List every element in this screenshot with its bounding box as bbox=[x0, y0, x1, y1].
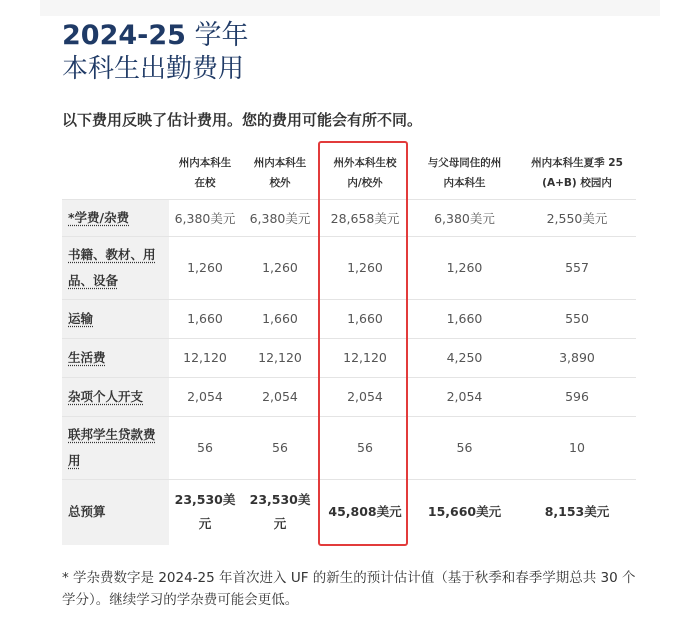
total-cell: 15,660美元 bbox=[411, 479, 518, 545]
table-cell: 1,660 bbox=[411, 299, 518, 338]
header-empty bbox=[62, 147, 169, 199]
row-label-loan-fees[interactable]: 联邦学生贷款费用 bbox=[62, 416, 169, 479]
table-cell: 557 bbox=[518, 236, 636, 299]
table-cell: 12,120 bbox=[169, 338, 241, 377]
table-cell: 2,054 bbox=[319, 377, 411, 416]
table-cell: 2,054 bbox=[241, 377, 319, 416]
table-cell: 6,380美元 bbox=[241, 199, 319, 236]
table-row bbox=[62, 199, 636, 236]
table-cell: 56 bbox=[411, 416, 518, 479]
table-cell: 1,660 bbox=[241, 299, 319, 338]
table-cell: 56 bbox=[241, 416, 319, 479]
column-header: 州内本科生夏季 25 (A+B) 校园内 bbox=[518, 147, 636, 199]
table-cell: 28,658美元 bbox=[319, 199, 411, 236]
intro-text: 以下费用反映了估计费用。您的费用可能会有所不同。 bbox=[62, 111, 423, 129]
table-cell: 2,054 bbox=[411, 377, 518, 416]
table-cell: 550 bbox=[518, 299, 636, 338]
table-cell: 10 bbox=[518, 416, 636, 479]
table-cell: 1,660 bbox=[169, 299, 241, 338]
cost-table bbox=[62, 147, 636, 545]
table-cell: 2,550美元 bbox=[518, 199, 636, 236]
total-cell: 45,808美元 bbox=[319, 479, 411, 545]
table-row bbox=[62, 377, 636, 416]
table-cell: 3,890 bbox=[518, 338, 636, 377]
table-cell: 1,660 bbox=[319, 299, 411, 338]
page-title: 本科生出勤费用 bbox=[62, 54, 245, 84]
top-strip bbox=[40, 0, 660, 16]
table-row bbox=[62, 338, 636, 377]
row-label-personal[interactable]: 杂项个人开支 bbox=[62, 377, 169, 416]
table-cell: 12,120 bbox=[319, 338, 411, 377]
table-row bbox=[62, 236, 636, 299]
table-row bbox=[62, 299, 636, 338]
table-cell: 56 bbox=[169, 416, 241, 479]
row-label-total: 总预算 bbox=[62, 479, 169, 545]
table-cell: 6,380美元 bbox=[169, 199, 241, 236]
table-cell: 2,054 bbox=[169, 377, 241, 416]
table-cell: 1,260 bbox=[319, 236, 411, 299]
total-cell: 23,530美元 bbox=[241, 479, 319, 545]
table-header-row bbox=[62, 147, 636, 199]
total-row bbox=[62, 479, 636, 545]
year-text: 2024-25 bbox=[62, 20, 186, 51]
row-label-tuition[interactable]: *学费/杂费 bbox=[62, 199, 169, 236]
year-suffix: 学年 bbox=[194, 20, 249, 51]
row-label-transport[interactable]: 运输 bbox=[62, 299, 169, 338]
column-header: 与父母同住的州 内本科生 bbox=[411, 147, 518, 199]
total-cell: 8,153美元 bbox=[518, 479, 636, 545]
table-cell: 1,260 bbox=[411, 236, 518, 299]
column-header: 州外本科生校 内/校外 bbox=[319, 147, 411, 199]
table-row bbox=[62, 416, 636, 479]
table-cell: 56 bbox=[319, 416, 411, 479]
column-header: 州内本科生 校外 bbox=[241, 147, 319, 199]
total-cell: 23,530美元 bbox=[169, 479, 241, 545]
page-year-heading bbox=[62, 20, 249, 52]
row-label-books[interactable]: 书籍、教材、用品、设备 bbox=[62, 236, 169, 299]
table-cell: 596 bbox=[518, 377, 636, 416]
footnote: * 学杂费数字是 2024-25 年首次进入 UF 的新生的预计估计值（基于秋季和春季学期总共 30 个学分）。继续学习的学杂费可能会更低。 bbox=[62, 570, 636, 608]
table-cell: 4,250 bbox=[411, 338, 518, 377]
table-cell: 6,380美元 bbox=[411, 199, 518, 236]
table-cell: 1,260 bbox=[169, 236, 241, 299]
column-header: 州内本科生 在校 bbox=[169, 147, 241, 199]
table-cell: 12,120 bbox=[241, 338, 319, 377]
row-label-living[interactable]: 生活费 bbox=[62, 338, 169, 377]
table-cell: 1,260 bbox=[241, 236, 319, 299]
